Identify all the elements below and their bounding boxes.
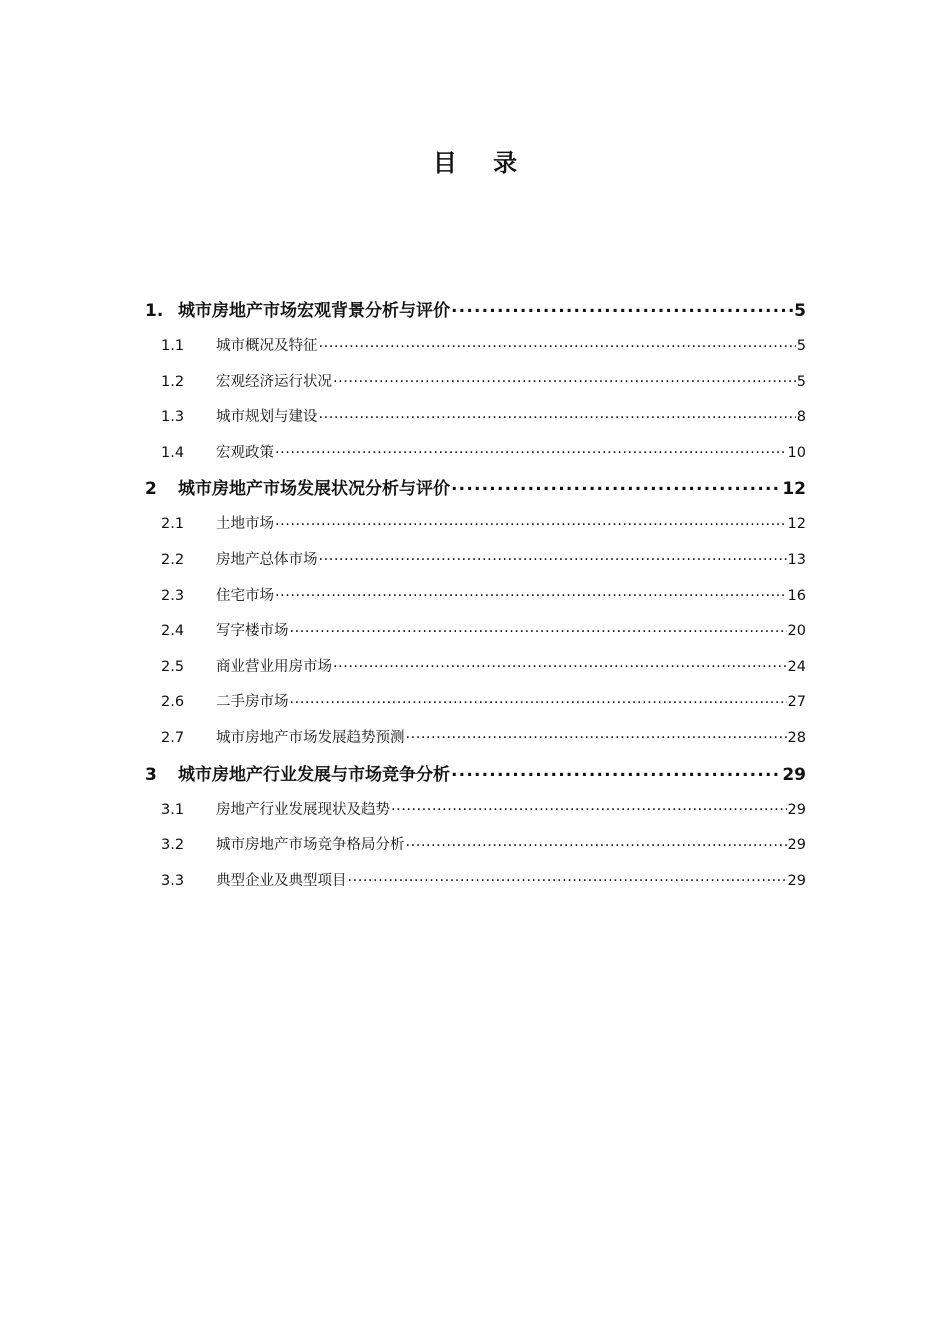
toc-dot-leader bbox=[290, 692, 787, 707]
toc-section-entry[interactable] bbox=[145, 400, 806, 436]
toc-section-entry[interactable] bbox=[145, 614, 806, 650]
toc-entry-label: 房地产总体市场 bbox=[216, 551, 318, 568]
toc-section-entry[interactable] bbox=[145, 543, 806, 579]
toc-dot-leader bbox=[391, 799, 787, 814]
toc-entry-label: 城市房地产市场宏观背景分析与评价 bbox=[178, 301, 450, 321]
toc-entry-page-number: 29 bbox=[787, 801, 806, 818]
toc-chapter-entry[interactable] bbox=[145, 757, 806, 793]
toc-entry-number: 3.2 bbox=[161, 837, 185, 854]
toc-section-entry[interactable] bbox=[145, 365, 806, 401]
toc-dot-leader bbox=[275, 514, 787, 529]
toc-entry-page-number: 28 bbox=[787, 729, 806, 746]
page-title: 目 录 bbox=[432, 149, 532, 177]
toc-chapter-entry[interactable] bbox=[145, 471, 806, 507]
toc-section-entry[interactable] bbox=[145, 864, 806, 900]
toc-entry-label: 房地产行业发展现状及趋势 bbox=[216, 801, 390, 818]
toc-section-entry[interactable] bbox=[145, 579, 806, 615]
toc-entry-number: 3 bbox=[145, 764, 157, 785]
toc-entry-number: 2.2 bbox=[161, 551, 185, 568]
toc-dot-leader bbox=[451, 477, 781, 494]
toc-section-entry[interactable] bbox=[145, 721, 806, 757]
toc-chapter-entry[interactable] bbox=[145, 293, 806, 329]
toc-entry-page-number: 29 bbox=[782, 764, 806, 785]
toc-dot-leader bbox=[451, 763, 781, 780]
toc-entry-page-number: 12 bbox=[787, 516, 806, 533]
toc-dot-leader bbox=[319, 336, 796, 351]
toc-dot-leader bbox=[348, 870, 787, 885]
toc-entry-label: 城市房地产市场发展状况分析与评价 bbox=[178, 479, 450, 500]
toc-dot-leader bbox=[319, 549, 787, 564]
toc-entry-label: 土地市场 bbox=[216, 516, 274, 533]
toc-entry-page-number: 5 bbox=[796, 373, 806, 390]
toc-entry-number: 1.3 bbox=[161, 409, 185, 426]
toc-entry-number: 3.1 bbox=[161, 801, 185, 818]
table-of-contents bbox=[145, 293, 806, 899]
toc-entry-page-number: 16 bbox=[787, 587, 806, 604]
toc-dot-leader bbox=[275, 585, 787, 600]
toc-dot-leader bbox=[406, 727, 787, 742]
toc-entry-page-number: 27 bbox=[787, 694, 806, 711]
toc-entry-label: 宏观经济运行状况 bbox=[216, 373, 332, 390]
toc-entry-label: 典型企业及典型项目 bbox=[216, 872, 347, 889]
toc-entry-label: 住宅市场 bbox=[216, 587, 274, 604]
toc-dot-leader bbox=[290, 621, 787, 636]
toc-entry-label: 城市房地产行业发展与市场竞争分析 bbox=[178, 764, 450, 785]
toc-dot-leader bbox=[333, 371, 796, 386]
toc-dot-leader bbox=[333, 656, 787, 671]
toc-entry-page-number: 24 bbox=[787, 658, 806, 675]
toc-entry-number: 1.4 bbox=[161, 444, 185, 461]
toc-entry-number: 2 bbox=[145, 479, 157, 500]
toc-entry-number: 2.4 bbox=[161, 623, 185, 640]
toc-section-entry[interactable] bbox=[145, 436, 806, 472]
toc-entry-number: 2.7 bbox=[161, 729, 185, 746]
toc-entry-label: 城市房地产市场竞争格局分析 bbox=[216, 837, 405, 854]
toc-entry-page-number: 13 bbox=[787, 551, 806, 568]
toc-entry-page-number: 12 bbox=[782, 479, 806, 500]
toc-entry-page-number: 8 bbox=[796, 409, 806, 426]
toc-entry-number: 1.1 bbox=[161, 338, 185, 354]
toc-section-entry[interactable] bbox=[145, 650, 806, 686]
toc-dot-leader bbox=[275, 442, 787, 457]
toc-entry-page-number: 5 bbox=[796, 338, 806, 354]
toc-entry-number: 2.5 bbox=[161, 658, 185, 675]
toc-dot-leader bbox=[319, 407, 796, 422]
toc-entry-label: 城市规划与建设 bbox=[216, 409, 318, 426]
toc-entry-page-number: 10 bbox=[787, 444, 806, 461]
toc-entry-label: 写字楼市场 bbox=[216, 623, 289, 640]
toc-entry-label: 二手房市场 bbox=[216, 694, 289, 711]
toc-entry-number: 2.6 bbox=[161, 694, 185, 711]
toc-entry-label: 商业营业用房市场 bbox=[216, 658, 332, 675]
toc-entry-label: 城市概况及特征 bbox=[216, 338, 318, 354]
toc-entry-number: 1.2 bbox=[161, 373, 185, 390]
toc-section-entry[interactable] bbox=[145, 828, 806, 864]
toc-section-entry[interactable] bbox=[145, 507, 806, 543]
toc-entry-label: 城市房地产市场发展趋势预测 bbox=[216, 729, 405, 746]
toc-entry-page-number: 20 bbox=[787, 623, 806, 640]
toc-entry-page-number: 29 bbox=[787, 837, 806, 854]
toc-dot-leader bbox=[451, 299, 793, 316]
toc-entry-number: 3.3 bbox=[161, 872, 185, 889]
toc-entry-page-number: 5 bbox=[794, 301, 806, 321]
toc-dot-leader bbox=[406, 835, 787, 850]
toc-section-entry[interactable] bbox=[145, 685, 806, 721]
toc-section-entry[interactable] bbox=[145, 793, 806, 829]
toc-entry-label: 宏观政策 bbox=[216, 444, 274, 461]
toc-entry-page-number: 29 bbox=[787, 872, 806, 889]
toc-entry-number: 1. bbox=[145, 301, 164, 321]
toc-entry-number: 2.3 bbox=[161, 587, 185, 604]
toc-section-entry[interactable] bbox=[145, 329, 806, 365]
toc-entry-number: 2.1 bbox=[161, 516, 185, 533]
